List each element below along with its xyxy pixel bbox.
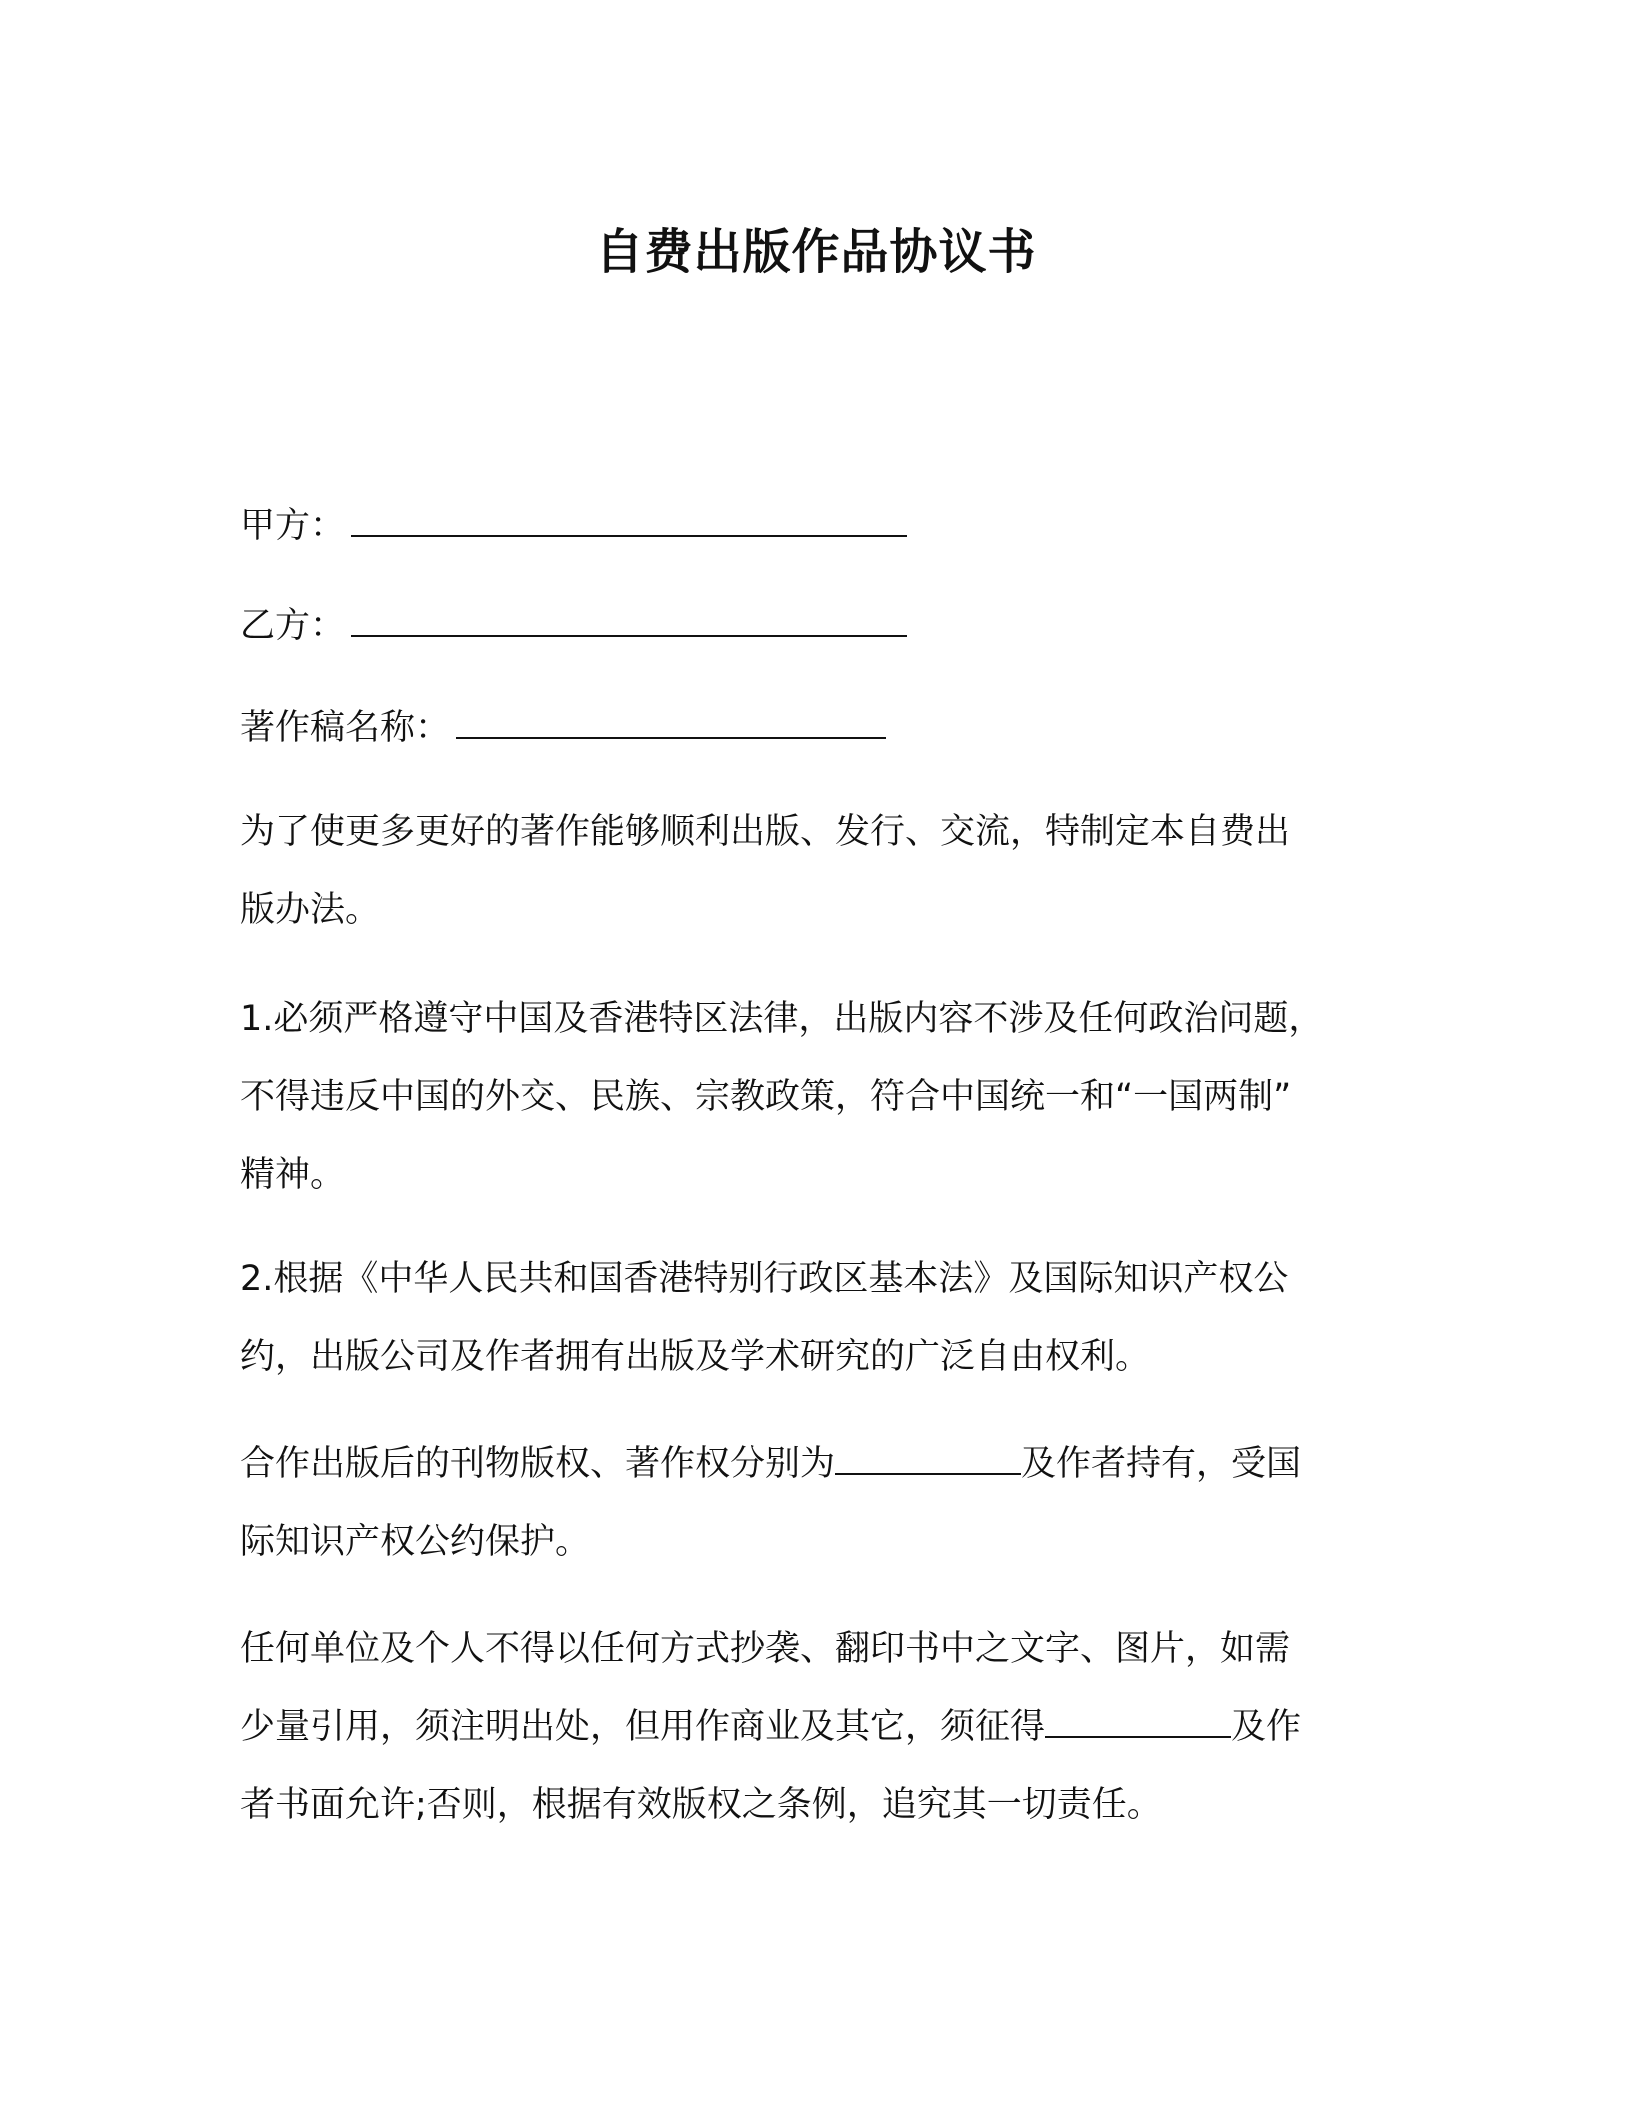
copyright-line-2: 际知识产权公约保护。 <box>240 1522 591 1562</box>
restriction-line-1: 任何单位及个人不得以任何方式抄袭、翻印书中之文字、图片，如需 <box>240 1629 1291 1669</box>
party-b-field <box>240 587 1390 665</box>
party-a-field <box>240 487 1390 565</box>
copyright-text-after: 及作者持有，受国 <box>1021 1444 1302 1484</box>
clause-1-paragraph <box>240 980 1390 1214</box>
copyright-holder-blank[interactable] <box>835 1443 1021 1475</box>
work-name-blank[interactable] <box>456 707 886 739</box>
copyright-text-before: 合作出版后的刊物版权、著作权分别为 <box>240 1444 836 1484</box>
intro-line-2: 版办法。 <box>240 890 381 930</box>
clause-2-line-2: 约，出版公司及作者拥有出版及学术研究的广泛自由权利。 <box>240 1337 1151 1377</box>
clause-2-line-1: 2.根据《中华人民共和国香港特别行政区基本法》及国际知识产权公 <box>240 1259 1289 1299</box>
restriction-line-3: 者书面允许;否则，根据有效版权之条例，追究其一切责任。 <box>240 1785 1162 1825</box>
intro-line-1: 为了使更多更好的著作能够顺利出版、发行、交流，特制定本自费出 <box>240 812 1291 852</box>
work-name-label: 著作稿名称： <box>240 708 451 748</box>
clause-1-line-2: 不得违反中国的外交、民族、宗教政策，符合中国统一和“一国两制” <box>240 1077 1292 1117</box>
intro-paragraph <box>240 793 1390 949</box>
work-name-field <box>240 689 1390 767</box>
party-b-blank[interactable] <box>351 605 907 637</box>
document-title: 自费出版作品协议书 <box>595 224 1037 280</box>
restriction-paragraph <box>240 1610 1390 1844</box>
clause-1-line-1: 1.必须严格遵守中国及香港特区法律，出版内容不涉及任何政治问题， <box>240 999 1324 1039</box>
restriction-text-after: 及作 <box>1231 1707 1302 1747</box>
party-a-label: 甲方： <box>240 506 346 546</box>
copyright-paragraph <box>240 1425 1390 1581</box>
permission-party-blank[interactable] <box>1045 1706 1231 1738</box>
restriction-text-before: 少量引用，须注明出处，但用作商业及其它，须征得 <box>240 1707 1046 1747</box>
clause-1-line-3: 精神。 <box>240 1155 346 1195</box>
clause-2-paragraph <box>240 1240 1390 1396</box>
party-a-blank[interactable] <box>351 505 907 537</box>
party-b-label: 乙方： <box>240 606 346 646</box>
